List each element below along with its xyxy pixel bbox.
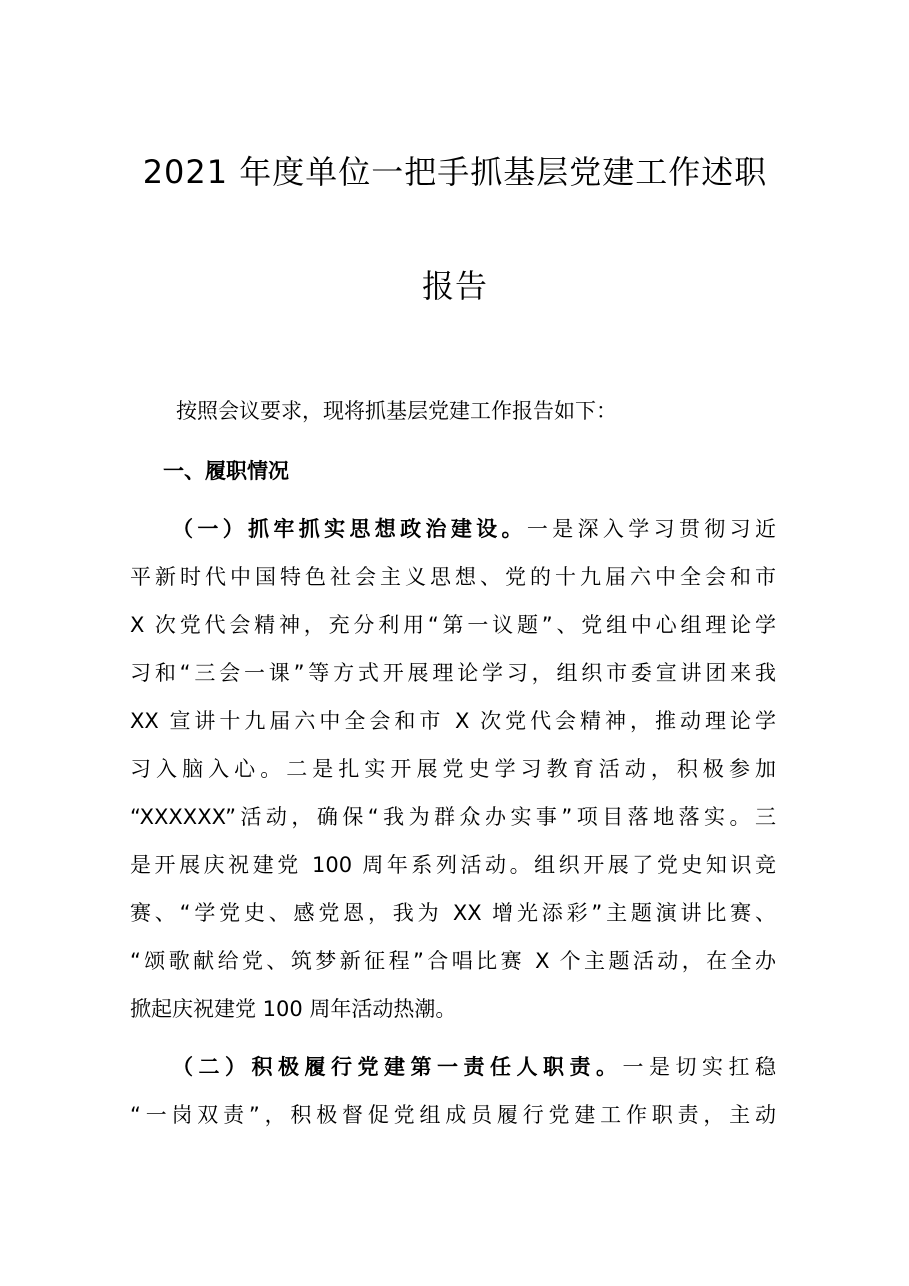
intro-paragraph: 按照会议要求，现将抓基层党建工作报告如下： — [176, 399, 617, 423]
paragraph-line — [130, 1043, 776, 1091]
paragraph-line-text: 一是切实扛稳 — [622, 1055, 776, 1079]
paragraph-party-responsibility — [130, 1043, 776, 1139]
paragraph-line: 习入脑入心。二是扎实开展党史学习教育活动，积极参加 — [130, 757, 776, 781]
paragraph-line: “一岗双责”，积极督促党组成员履行党建工作职责，主动 — [130, 1103, 776, 1127]
paragraph-line: X 次党代会精神，充分利用“第一议题”、党组中心组理论学 — [130, 613, 776, 637]
paragraph-political-construction — [130, 505, 776, 1033]
document-title-line2: 报告 — [421, 267, 488, 305]
paragraph-line: 是开展庆祝建党 100 周年系列活动。组织开展了党史知识竞 — [130, 853, 776, 877]
paragraph-line-text: 一是深入学习贯彻习近 — [526, 517, 776, 541]
paragraph-lead: （一）抓牢抓实思想政治建设。 — [172, 517, 527, 541]
paragraph-lead: （二）积极履行党建第一责任人职责。 — [172, 1055, 623, 1079]
paragraph-line: 平新时代中国特色社会主义思想、党的十九届六中全会和市 — [130, 565, 776, 589]
paragraph-line: “XXXXXX”活动，确保“我为群众办实事”项目落地落实。三 — [130, 805, 776, 829]
paragraph-line: 掀起庆祝建党 100 周年活动热潮。 — [130, 997, 457, 1021]
document-title-line1: 2021 年度单位一把手抓基层党建工作述职 — [142, 153, 768, 191]
paragraph-line: 习和“三会一课”等方式开展理论学习，组织市委宣讲团来我 — [130, 661, 776, 685]
paragraph-line — [130, 505, 776, 553]
paragraph-line: “颂歌献给党、筑梦新征程”合唱比赛 X 个主题活动，在全办 — [130, 949, 776, 973]
section-heading-performance: 一、履职情况 — [163, 459, 289, 483]
paragraph-line: XX 宣讲十九届六中全会和市 X 次党代会精神，推动理论学 — [130, 709, 776, 733]
paragraph-line: 赛、“学党史、感党恩，我为 XX 增光添彩”主题演讲比赛、 — [130, 901, 776, 925]
